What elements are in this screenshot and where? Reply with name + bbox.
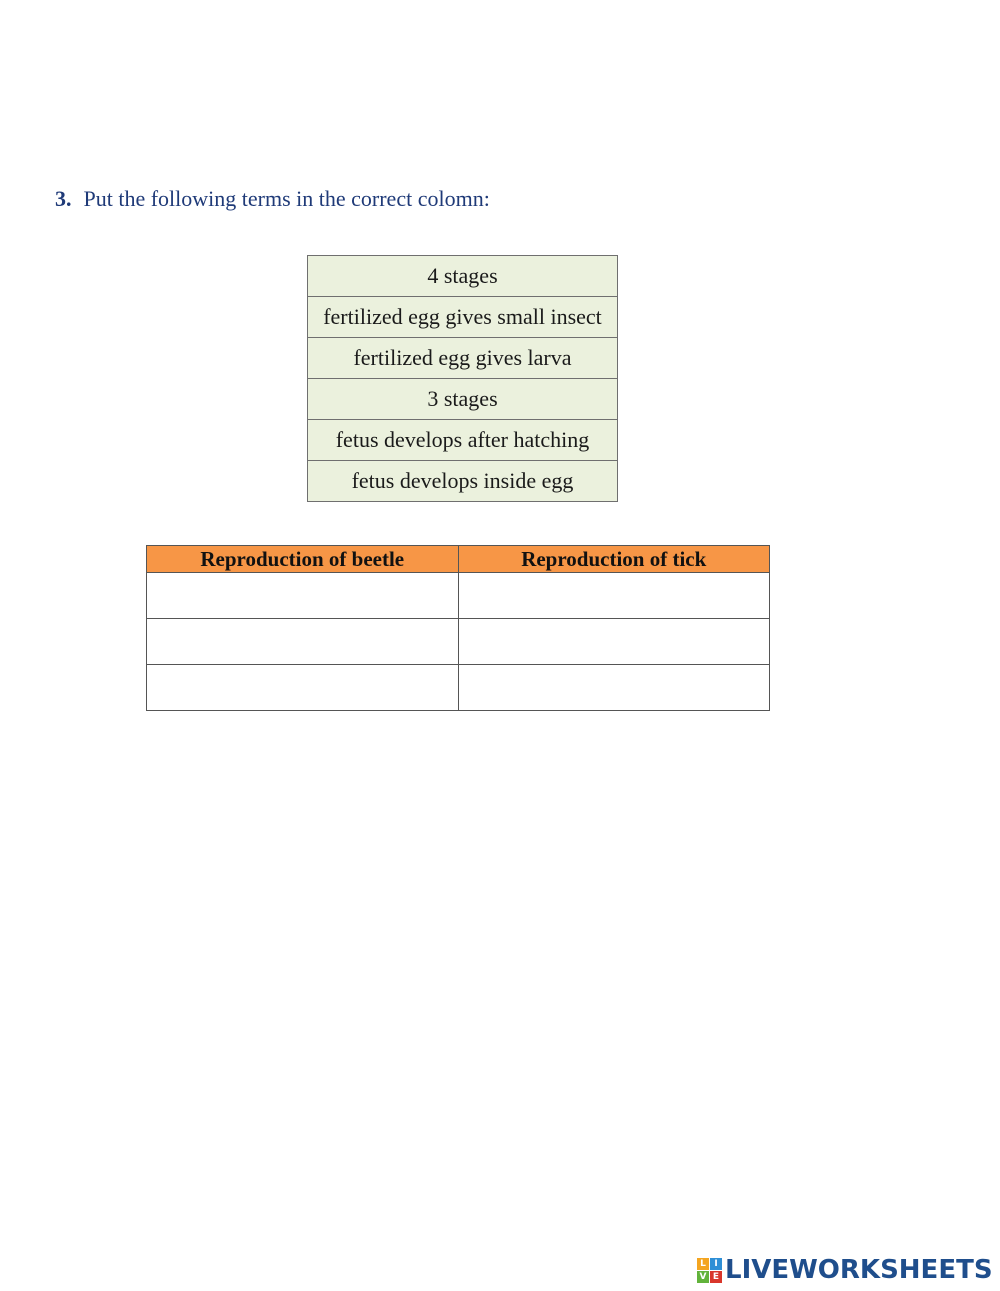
header-beetle: Reproduction of beetle: [147, 546, 459, 573]
header-tick: Reproduction of tick: [458, 546, 770, 573]
term-item[interactable]: fetus develops after hatching: [308, 420, 618, 461]
term-item[interactable]: 3 stages: [308, 379, 618, 420]
drop-slot-beetle-1[interactable]: [147, 573, 459, 619]
term-item[interactable]: fertilized egg gives larva: [308, 338, 618, 379]
drop-slot-tick-2[interactable]: [458, 619, 770, 665]
term-item[interactable]: fertilized egg gives small insect: [308, 297, 618, 338]
drop-slot-tick-3[interactable]: [458, 665, 770, 711]
term-item[interactable]: fetus develops inside egg: [308, 461, 618, 502]
drop-slot-tick-1[interactable]: [458, 573, 770, 619]
drop-slot-beetle-2[interactable]: [147, 619, 459, 665]
question-number: 3.: [55, 186, 72, 211]
term-item[interactable]: 4 stages: [308, 256, 618, 297]
logo-text: LIVEWORKSHEETS: [725, 1255, 993, 1285]
question-text: Put the following terms in the correct colomn:: [83, 186, 490, 211]
liveworksheets-logo: [697, 1254, 993, 1286]
liveworksheets-logo-icon: L I V E: [697, 1258, 722, 1283]
answer-table: [146, 545, 770, 711]
drop-slot-beetle-3[interactable]: [147, 665, 459, 711]
terms-table: [307, 255, 618, 502]
question-prompt: [55, 186, 490, 212]
